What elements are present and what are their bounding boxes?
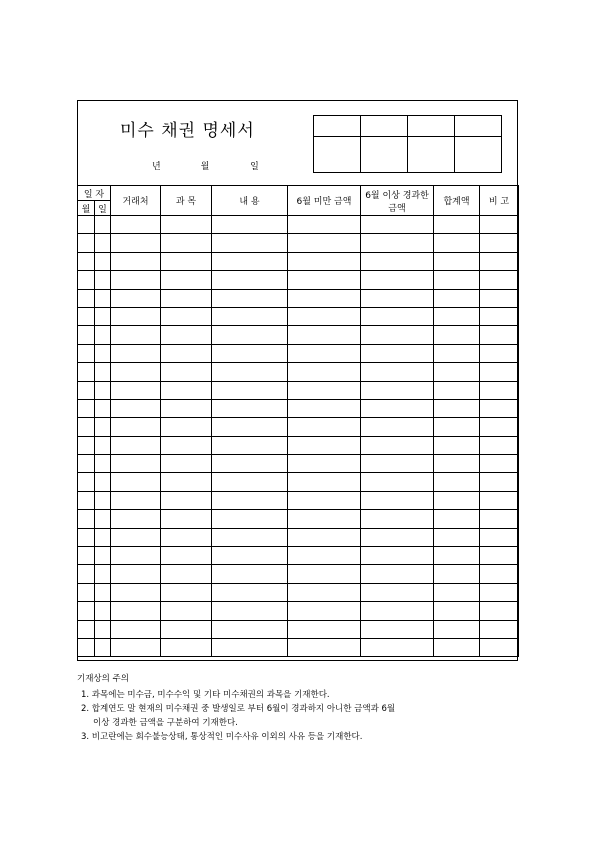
note-item: 1. 과목에는 미수금, 미수수익 및 기타 미수채권의 과목을 기재한다. <box>81 690 330 700</box>
cell-over6[interactable] <box>361 234 434 252</box>
cell-over6[interactable] <box>361 528 434 546</box>
approval-title-cell[interactable] <box>314 116 361 137</box>
cell-description[interactable] <box>212 307 288 325</box>
cell-total[interactable] <box>434 638 480 656</box>
cell-remarks[interactable] <box>480 436 519 454</box>
cell-remarks[interactable] <box>480 602 519 620</box>
cell-total[interactable] <box>434 473 480 491</box>
cell-day[interactable] <box>95 455 111 473</box>
cell-description[interactable] <box>212 455 288 473</box>
cell-over6[interactable] <box>361 583 434 601</box>
cell-total[interactable] <box>434 491 480 509</box>
table-row <box>78 583 519 601</box>
table-row <box>78 565 519 583</box>
cell-account[interactable] <box>161 638 212 656</box>
cell-over6[interactable] <box>361 638 434 656</box>
cell-remarks[interactable] <box>480 381 519 399</box>
cell-remarks[interactable] <box>480 455 519 473</box>
cell-month[interactable] <box>78 307 95 325</box>
cell-account[interactable] <box>161 583 212 601</box>
cell-description[interactable] <box>212 473 288 491</box>
cell-under6[interactable] <box>288 491 361 509</box>
cell-under6[interactable] <box>288 271 361 289</box>
table-row <box>78 216 519 234</box>
day-label: 일 <box>250 162 259 172</box>
cell-day[interactable] <box>95 326 111 344</box>
cell-client[interactable] <box>111 455 161 473</box>
approval-title-cell[interactable] <box>455 116 502 137</box>
cell-description[interactable] <box>212 528 288 546</box>
approval-box <box>313 115 502 173</box>
cell-client[interactable] <box>111 620 161 638</box>
cell-month[interactable] <box>78 583 95 601</box>
approval-title-cell[interactable] <box>408 116 455 137</box>
cell-month[interactable] <box>78 399 95 417</box>
note-item: 3. 비고란에는 회수불능상태, 통상적인 미수사유 이외의 사유 등을 기재한다. <box>81 732 363 742</box>
table-row <box>78 326 519 344</box>
cell-total[interactable] <box>434 363 480 381</box>
cell-remarks[interactable] <box>480 473 519 491</box>
cell-account[interactable] <box>161 326 212 344</box>
cell-client[interactable] <box>111 565 161 583</box>
cell-total[interactable] <box>434 418 480 436</box>
cell-day[interactable] <box>95 510 111 528</box>
cell-total[interactable] <box>434 455 480 473</box>
approval-title-cell[interactable] <box>361 116 408 137</box>
cell-client[interactable] <box>111 326 161 344</box>
cell-under6[interactable] <box>288 455 361 473</box>
cell-day[interactable] <box>95 620 111 638</box>
table-row <box>78 547 519 565</box>
cell-description[interactable] <box>212 510 288 528</box>
receivables-table <box>77 185 519 657</box>
cell-client[interactable] <box>111 271 161 289</box>
cell-month[interactable] <box>78 510 95 528</box>
cell-day[interactable] <box>95 565 111 583</box>
col-day-header: 일 <box>95 201 111 216</box>
cell-description[interactable] <box>212 271 288 289</box>
cell-description[interactable] <box>212 252 288 270</box>
cell-remarks[interactable] <box>480 418 519 436</box>
cell-month[interactable] <box>78 602 95 620</box>
cell-over6[interactable] <box>361 252 434 270</box>
cell-month[interactable] <box>78 234 95 252</box>
cell-over6[interactable] <box>361 602 434 620</box>
cell-day[interactable] <box>95 234 111 252</box>
cell-description[interactable] <box>212 399 288 417</box>
cell-month[interactable] <box>78 271 95 289</box>
cell-account[interactable] <box>161 528 212 546</box>
cell-total[interactable] <box>434 307 480 325</box>
cell-client[interactable] <box>111 602 161 620</box>
cell-total[interactable] <box>434 547 480 565</box>
table-row <box>78 473 519 491</box>
month-label: 월 <box>200 162 210 172</box>
cell-client[interactable] <box>111 473 161 491</box>
cell-over6[interactable] <box>361 216 434 234</box>
cell-under6[interactable] <box>288 547 361 565</box>
cell-month[interactable] <box>78 455 95 473</box>
cell-over6[interactable] <box>361 289 434 307</box>
cell-month[interactable] <box>78 418 95 436</box>
cell-month[interactable] <box>78 381 95 399</box>
col-client-header: 거래처 <box>111 186 161 216</box>
cell-client[interactable] <box>111 528 161 546</box>
cell-account[interactable] <box>161 399 212 417</box>
col-account-header: 과 목 <box>161 186 212 216</box>
cell-account[interactable] <box>161 216 212 234</box>
cell-over6[interactable] <box>361 436 434 454</box>
cell-total[interactable] <box>434 602 480 620</box>
cell-remarks[interactable] <box>480 271 519 289</box>
cell-over6[interactable] <box>361 363 434 381</box>
cell-day[interactable] <box>95 491 111 509</box>
cell-account[interactable] <box>161 473 212 491</box>
cell-client[interactable] <box>111 344 161 362</box>
cell-day[interactable] <box>95 583 111 601</box>
cell-day[interactable] <box>95 252 111 270</box>
cell-client[interactable] <box>111 234 161 252</box>
cell-account[interactable] <box>161 602 212 620</box>
notes-section <box>77 672 395 744</box>
cell-remarks[interactable] <box>480 547 519 565</box>
cell-over6[interactable] <box>361 565 434 583</box>
cell-over6[interactable] <box>361 473 434 491</box>
cell-under6[interactable] <box>288 418 361 436</box>
cell-description[interactable] <box>212 326 288 344</box>
cell-month[interactable] <box>78 547 95 565</box>
col-remarks-header: 비 고 <box>480 186 519 216</box>
table-row <box>78 344 519 362</box>
cell-description[interactable] <box>212 436 288 454</box>
cell-month[interactable] <box>78 289 95 307</box>
cell-account[interactable] <box>161 455 212 473</box>
col-description-header: 내 용 <box>212 186 288 216</box>
table-row <box>78 289 519 307</box>
cell-account[interactable] <box>161 547 212 565</box>
cell-under6[interactable] <box>288 510 361 528</box>
cell-account[interactable] <box>161 363 212 381</box>
cell-client[interactable] <box>111 252 161 270</box>
note-item-continued: 이상 경과한 금액을 구분하여 기재한다. <box>93 718 238 728</box>
cell-over6[interactable] <box>361 271 434 289</box>
table-body <box>78 216 519 657</box>
cell-remarks[interactable] <box>480 565 519 583</box>
cell-description[interactable] <box>212 363 288 381</box>
approval-sign-cell[interactable] <box>408 137 455 173</box>
cell-month[interactable] <box>78 491 95 509</box>
table-row <box>78 455 519 473</box>
note-item: 2. 합계연도 말 현재의 미수채권 중 발생일로 부터 6월이 경과하지 아니한 금액과 6월 <box>81 704 396 714</box>
approval-sign-cell[interactable] <box>314 137 361 173</box>
cell-total[interactable] <box>434 289 480 307</box>
cell-remarks[interactable] <box>480 638 519 656</box>
cell-over6[interactable] <box>361 620 434 638</box>
cell-under6[interactable] <box>288 307 361 325</box>
cell-remarks[interactable] <box>480 344 519 362</box>
cell-over6[interactable] <box>361 399 434 417</box>
col-date-header: 일 자 <box>78 186 111 201</box>
cell-day[interactable] <box>95 307 111 325</box>
cell-remarks[interactable] <box>480 491 519 509</box>
cell-client[interactable] <box>111 418 161 436</box>
cell-over6[interactable] <box>361 381 434 399</box>
cell-over6[interactable] <box>361 547 434 565</box>
cell-client[interactable] <box>111 289 161 307</box>
table-row <box>78 399 519 417</box>
cell-description[interactable] <box>212 620 288 638</box>
cell-day[interactable] <box>95 602 111 620</box>
col-under6-header: 6월 미만 금액 <box>288 186 361 216</box>
cell-under6[interactable] <box>288 234 361 252</box>
cell-account[interactable] <box>161 289 212 307</box>
table-row <box>78 602 519 620</box>
cell-description[interactable] <box>212 583 288 601</box>
cell-client[interactable] <box>111 583 161 601</box>
cell-description[interactable] <box>212 602 288 620</box>
cell-total[interactable] <box>434 436 480 454</box>
cell-client[interactable] <box>111 399 161 417</box>
cell-description[interactable] <box>212 289 288 307</box>
table-row <box>78 491 519 509</box>
cell-total[interactable] <box>434 344 480 362</box>
cell-description[interactable] <box>212 491 288 509</box>
cell-month[interactable] <box>78 363 95 381</box>
cell-day[interactable] <box>95 271 111 289</box>
cell-account[interactable] <box>161 344 212 362</box>
table-row <box>78 307 519 325</box>
cell-month[interactable] <box>78 638 95 656</box>
cell-client[interactable] <box>111 547 161 565</box>
cell-account[interactable] <box>161 252 212 270</box>
cell-remarks[interactable] <box>480 510 519 528</box>
cell-client[interactable] <box>111 638 161 656</box>
cell-account[interactable] <box>161 436 212 454</box>
cell-month[interactable] <box>78 344 95 362</box>
cell-client[interactable] <box>111 510 161 528</box>
cell-client[interactable] <box>111 491 161 509</box>
cell-remarks[interactable] <box>480 289 519 307</box>
cell-description[interactable] <box>212 344 288 362</box>
cell-over6[interactable] <box>361 326 434 344</box>
cell-total[interactable] <box>434 234 480 252</box>
table-row <box>78 381 519 399</box>
cell-under6[interactable] <box>288 381 361 399</box>
cell-remarks[interactable] <box>480 363 519 381</box>
table-row <box>78 638 519 656</box>
cell-day[interactable] <box>95 547 111 565</box>
cell-under6[interactable] <box>288 252 361 270</box>
cell-under6[interactable] <box>288 326 361 344</box>
cell-total[interactable] <box>434 528 480 546</box>
cell-day[interactable] <box>95 436 111 454</box>
col-month-header: 월 <box>78 201 95 216</box>
approval-sign-cell[interactable] <box>455 137 502 173</box>
cell-month[interactable] <box>78 565 95 583</box>
cell-total[interactable] <box>434 510 480 528</box>
cell-month[interactable] <box>78 620 95 638</box>
cell-over6[interactable] <box>361 307 434 325</box>
col-over6-header: 6월 이상 경과한 금액 <box>361 186 434 216</box>
cell-total[interactable] <box>434 620 480 638</box>
cell-under6[interactable] <box>288 528 361 546</box>
cell-client[interactable] <box>111 381 161 399</box>
cell-day[interactable] <box>95 418 111 436</box>
table-row <box>78 271 519 289</box>
cell-under6[interactable] <box>288 583 361 601</box>
cell-client[interactable] <box>111 216 161 234</box>
table-row <box>78 510 519 528</box>
cell-under6[interactable] <box>288 473 361 491</box>
cell-account[interactable] <box>161 381 212 399</box>
cell-account[interactable] <box>161 510 212 528</box>
cell-day[interactable] <box>95 216 111 234</box>
cell-account[interactable] <box>161 565 212 583</box>
date-line <box>152 159 259 172</box>
cell-month[interactable] <box>78 473 95 491</box>
cell-remarks[interactable] <box>480 252 519 270</box>
cell-day[interactable] <box>95 344 111 362</box>
cell-month[interactable] <box>78 528 95 546</box>
cell-remarks[interactable] <box>480 399 519 417</box>
cell-over6[interactable] <box>361 510 434 528</box>
table-row <box>78 234 519 252</box>
cell-total[interactable] <box>434 381 480 399</box>
cell-account[interactable] <box>161 418 212 436</box>
cell-over6[interactable] <box>361 344 434 362</box>
cell-remarks[interactable] <box>480 528 519 546</box>
cell-under6[interactable] <box>288 620 361 638</box>
cell-description[interactable] <box>212 638 288 656</box>
table-row <box>78 528 519 546</box>
cell-total[interactable] <box>434 252 480 270</box>
cell-description[interactable] <box>212 547 288 565</box>
cell-description[interactable] <box>212 565 288 583</box>
cell-client[interactable] <box>111 307 161 325</box>
cell-description[interactable] <box>212 234 288 252</box>
cell-under6[interactable] <box>288 216 361 234</box>
cell-under6[interactable] <box>288 399 361 417</box>
cell-remarks[interactable] <box>480 216 519 234</box>
cell-under6[interactable] <box>288 638 361 656</box>
cell-remarks[interactable] <box>480 307 519 325</box>
cell-total[interactable] <box>434 565 480 583</box>
cell-day[interactable] <box>95 473 111 491</box>
notes-heading: 기재상의 주의 <box>77 674 129 684</box>
cell-month[interactable] <box>78 216 95 234</box>
cell-day[interactable] <box>95 363 111 381</box>
col-total-header: 합계액 <box>434 186 480 216</box>
table-row <box>78 363 519 381</box>
cell-under6[interactable] <box>288 363 361 381</box>
year-label: 년 <box>152 162 161 172</box>
cell-total[interactable] <box>434 399 480 417</box>
cell-total[interactable] <box>434 216 480 234</box>
cell-day[interactable] <box>95 381 111 399</box>
cell-over6[interactable] <box>361 418 434 436</box>
cell-over6[interactable] <box>361 491 434 509</box>
cell-day[interactable] <box>95 638 111 656</box>
cell-account[interactable] <box>161 307 212 325</box>
cell-remarks[interactable] <box>480 583 519 601</box>
cell-over6[interactable] <box>361 455 434 473</box>
table-row <box>78 436 519 454</box>
cell-under6[interactable] <box>288 289 361 307</box>
cell-month[interactable] <box>78 252 95 270</box>
cell-total[interactable] <box>434 326 480 344</box>
cell-remarks[interactable] <box>480 620 519 638</box>
cell-under6[interactable] <box>288 436 361 454</box>
cell-remarks[interactable] <box>480 234 519 252</box>
cell-day[interactable] <box>95 289 111 307</box>
page-title: 미수 채권 명세서 <box>120 121 255 141</box>
cell-day[interactable] <box>95 528 111 546</box>
cell-under6[interactable] <box>288 602 361 620</box>
cell-account[interactable] <box>161 234 212 252</box>
cell-under6[interactable] <box>288 344 361 362</box>
cell-day[interactable] <box>95 399 111 417</box>
cell-account[interactable] <box>161 491 212 509</box>
cell-description[interactable] <box>212 216 288 234</box>
cell-description[interactable] <box>212 418 288 436</box>
cell-remarks[interactable] <box>480 326 519 344</box>
cell-month[interactable] <box>78 326 95 344</box>
cell-client[interactable] <box>111 436 161 454</box>
table-row <box>78 620 519 638</box>
cell-description[interactable] <box>212 381 288 399</box>
cell-client[interactable] <box>111 363 161 381</box>
table-row <box>78 252 519 270</box>
cell-total[interactable] <box>434 583 480 601</box>
approval-sign-cell[interactable] <box>361 137 408 173</box>
table-row <box>78 418 519 436</box>
cell-total[interactable] <box>434 271 480 289</box>
cell-account[interactable] <box>161 620 212 638</box>
cell-under6[interactable] <box>288 565 361 583</box>
cell-month[interactable] <box>78 436 95 454</box>
cell-account[interactable] <box>161 271 212 289</box>
